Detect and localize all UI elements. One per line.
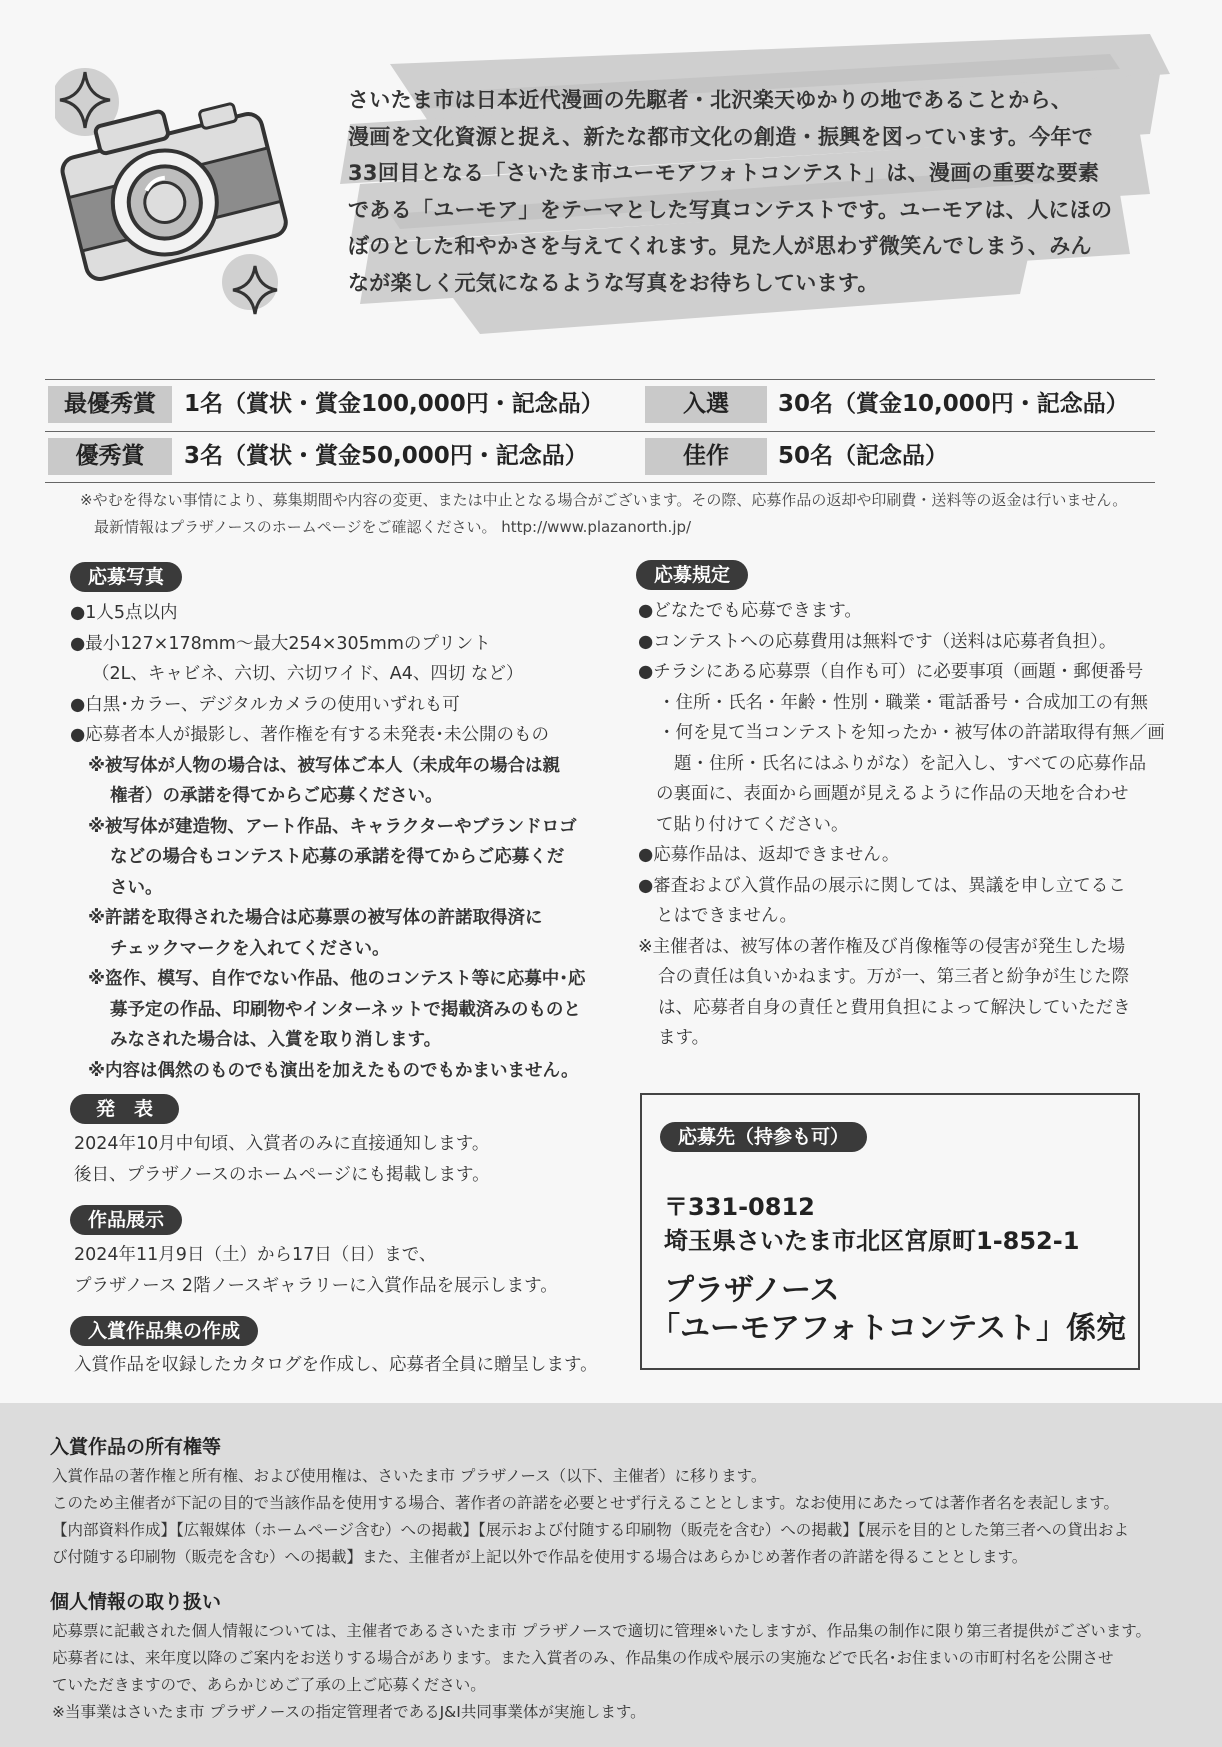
list-item: ※盗作、模写、自作でない作品、他のコンテスト等に応募中･応 (88, 969, 586, 989)
list-item: て貼り付けてください。 (656, 814, 849, 835)
ownership-line: び付随する印刷物（販売を含む）への掲載】また、主催者が上記以外で作品を使用する場合はあらかじめ著作者の許諾を得ることとします。 (52, 1548, 1028, 1566)
prize-divider (45, 379, 1155, 380)
prize-text-grand: 1名（賞状・賞金100,000円・記念品） (184, 391, 604, 417)
camera-icon (55, 62, 295, 332)
list-item: ※内容は偶然のものでも演出を加えたものでもかまいません。 (88, 1060, 579, 1081)
section-title-announce: 発 表 (70, 1094, 179, 1124)
list-item: などの場合もコンテスト応募の承諾を得てからご応募くだ (110, 847, 565, 867)
list-item: ※被写体が人物の場合は、被写体ご本人（未成年の場合は親 (88, 755, 561, 776)
prize-text-selected: 30名（賞金10,000円・記念品） (778, 391, 1129, 417)
list-item: の裏面に、表面から画題が見えるように作品の天地を合わせ (656, 784, 1129, 804)
intro-line: さいたま市は日本近代漫画の先駆者・北沢楽天ゆかりの地であることから、 (348, 88, 1073, 112)
list-item: は、応募者自身の責任と費用負担によって解決していただき (658, 997, 1131, 1018)
section-title-exhibition: 作品展示 (70, 1205, 182, 1235)
list-item: みなされた場合は、入賞を取り消します。 (110, 1030, 442, 1050)
prize-label-grand: 最優秀賞 (48, 386, 172, 423)
list-item: チェックマークを入れてください。 (110, 938, 390, 959)
list-item: ●応募作品は、返却できません。 (638, 845, 900, 865)
privacy-text (52, 1618, 1151, 1726)
list-item: ※主催者は、被写体の著作権及び肖像権等の侵害が発生した場 (638, 936, 1126, 957)
list-item: ●チラシにある応募票（自作も可）に必要事項（画題・郵便番号 (638, 662, 1144, 682)
address-name1: プラザノース (664, 1273, 840, 1308)
list-item: 題・住所・氏名にはふりがな）を記入し、すべての応募作品 (674, 753, 1147, 774)
catalog-text (74, 1350, 598, 1381)
list-item: 募予定の作品、印刷物やインターネットで掲載済みのものと (110, 999, 581, 1020)
list-item: ・何を見て当コンテストを知ったか・被写体の許諾取得有無／画 (658, 723, 1165, 743)
privacy-title: 個人情報の取り扱い (50, 1591, 222, 1613)
list-item: ●白黒･カラー、デジタルカメラの使用いずれも可 (70, 694, 460, 715)
rules-list (638, 596, 1165, 1054)
privacy-line: ていただきますので、あらかじめご了承の上ご応募ください。 (52, 1676, 486, 1694)
ownership-title: 入賞作品の所有権等 (50, 1436, 222, 1458)
exhibition-text (74, 1240, 558, 1301)
announce-line: 2024年10月中旬頃、入賞者のみに直接通知します。 (74, 1134, 490, 1154)
list-item: ます。 (658, 1028, 710, 1048)
prize-label-honorable: 佳作 (645, 438, 767, 475)
ownership-text (52, 1463, 1129, 1571)
address-zip: 〒331-0812 (664, 1193, 815, 1221)
section-title-rules: 応募規定 (636, 560, 748, 590)
ownership-line: このため主催者が下記の目的で当該作品を使用する場合、著作者の許諾を必要とせず行えることとします。なお使用にあたっては著作者名を表記します。 (52, 1494, 1120, 1512)
list-item: ※被写体が建造物、アート作品、キャラクターやブランドロゴ (88, 816, 577, 837)
list-item: ●最小127×178mm〜最大254×305mmのプリント (70, 633, 491, 654)
prize-text-excellent: 3名（賞状・賞金50,000円・記念品） (184, 443, 588, 469)
intro-line: ぼのとした和やかさを与えてくれます。見た人が思わず微笑んでしまう、みん (348, 234, 1092, 259)
ownership-line: 入賞作品の著作権と所有権、および使用権は、さいたま市 プラザノース（以下、主催者）に移ります。 (52, 1467, 767, 1485)
list-item: とはできません。 (656, 906, 798, 926)
exhibition-line: 2024年11月9日（土）から17日（日）まで、 (74, 1245, 437, 1265)
list-item: さい。 (110, 877, 163, 898)
prize-label-excellent: 優秀賞 (48, 438, 172, 475)
prize-label-selected: 入選 (645, 386, 767, 423)
list-item: ※許諾を取得された場合は応募票の被写体の許諾取得済に (88, 908, 543, 928)
privacy-line: 応募者には、来年度以降のご案内をお送りする場合があります。また入賞者のみ、作品集の作成や展示の実施などで氏名･お住まいの市町村名を公開させ (52, 1649, 1114, 1667)
section-title-catalog: 入賞作品集の作成 (70, 1316, 258, 1346)
list-item: （2L、キャビネ、六切、六切ワイド、A4、四切 など） (92, 664, 524, 684)
notice-line: 最新情報はプラザノースのホームページをご確認ください。 http://www.plazanorth.jp/ (94, 518, 692, 536)
announce-text (74, 1129, 490, 1190)
list-item: ●コンテストへの応募費用は無料です（送料は応募者負担）。 (638, 631, 1117, 652)
notice-line: ※やむを得ない事情により、募集期間や内容の変更、または中止となる場合がございます。その際、応募作品の返却や印刷費・送料等の返金は行いません。 (80, 491, 1128, 509)
ownership-line: 【内部資料作成】【広報媒体（ホームページ含む）への掲載】【展示および付随する印刷物（販売を含む）への掲載】【展示を目的とした第三者への貸出およ (52, 1521, 1129, 1539)
catalog-line: 入賞作品を収録したカタログを作成し、応募者全員に贈呈します。 (74, 1355, 598, 1375)
intro-line: である「ユーモア」をテーマとした写真コンテストです。ユーモアは、人にほの (348, 197, 1113, 222)
address-line: 埼玉県さいたま市北区宮原町1-852-1 (664, 1227, 1080, 1255)
address-box (640, 1093, 1140, 1370)
prize-divider (45, 431, 1155, 432)
photos-list (70, 598, 586, 1086)
privacy-line: 応募票に記載された個人情報については、主催者であるさいたま市 プラザノースで適切に管理※いたしますが、作品集の制作に限り第三者提供がございます。 (52, 1622, 1152, 1640)
exhibition-line: プラザノース 2階ノースギャラリーに入賞作品を展示します。 (74, 1275, 558, 1296)
intro-line: 漫画を文化資源と捉え、新たな都市文化の創造・振興を図っています。今年で (348, 124, 1094, 149)
list-item: 合の責任は負いかねます。万が一、第三者と紛争が生じた際 (658, 967, 1130, 987)
intro-paragraph (348, 82, 1168, 301)
prize-text-honorable: 50名（記念品） (778, 443, 949, 469)
privacy-line: ※当事業はさいたま市 プラザノースの指定管理者であるJ&I共同事業体が実施します。 (52, 1703, 646, 1721)
list-item: ●応募者本人が撮影し、著作権を有する未発表･未公開のもの (70, 725, 550, 745)
address-name2: 「ユーモアフォトコンテスト」係宛 (650, 1311, 1127, 1346)
section-title-photos: 応募写真 (70, 562, 182, 592)
list-item: ●どなたでも応募できます。 (638, 601, 862, 621)
notice-notes (80, 487, 1127, 541)
list-item: ●審査および入賞作品の展示に関しては、異議を申し立てるこ (638, 875, 1126, 896)
list-item: ●1人5点以内 (70, 603, 178, 623)
intro-line: なが楽しく元気になるような写真をお待ちしています。 (348, 270, 879, 295)
list-item: ・住所・氏名・年齢・性別・職業・電話番号・合成加工の有無 (658, 692, 1148, 713)
list-item: 権者）の承諾を得てからご応募ください。 (110, 786, 443, 806)
announce-line: 後日、プラザノースのホームページにも掲載します。 (74, 1164, 490, 1185)
section-title-address: 応募先（持参も可） (660, 1122, 867, 1152)
intro-line: 33回目となる「さいたま市ユーモアフォトコンテスト」は、漫画の重要な要素 (348, 161, 1100, 186)
prize-divider (45, 482, 1155, 483)
